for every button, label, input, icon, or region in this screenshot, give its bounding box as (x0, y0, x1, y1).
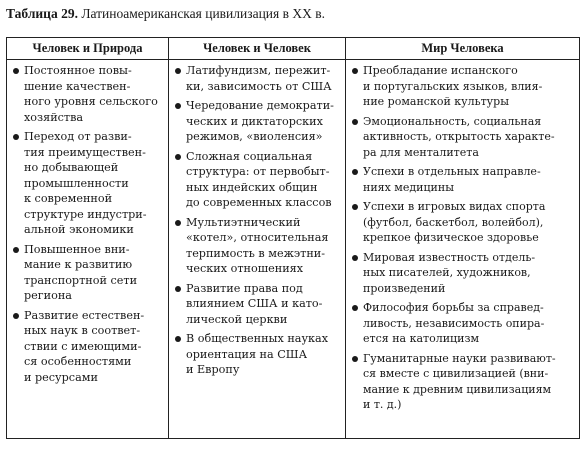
list-item-line: Развитие права под (186, 281, 303, 295)
bullet-icon (13, 313, 19, 319)
list-item (169, 63, 345, 94)
bullet-icon (352, 305, 358, 311)
table-body (7, 60, 579, 438)
list-item-text (363, 164, 541, 195)
bullet-icon (13, 247, 19, 253)
list-item-line: но добывающей (24, 161, 119, 174)
list-item-text (24, 308, 144, 386)
list-item (346, 199, 579, 246)
list-item (346, 63, 579, 110)
list-item-line: влиянием США и като- (186, 297, 323, 310)
list-item-text (186, 281, 322, 328)
civilization-table (6, 37, 580, 439)
list-item-line: Развитие естествен- (24, 308, 145, 322)
list-item-text (24, 129, 147, 238)
list-item-line: до современных классов (186, 196, 332, 209)
list-item-line: и т. д.) (363, 398, 402, 411)
list-item-text (186, 331, 328, 378)
list-item-line: ки, зависимость от США (186, 79, 332, 93)
list-item-line: шение качествен- (24, 79, 131, 93)
list-item-line: мание к древним цивилизациям (363, 382, 552, 396)
list-item (346, 250, 579, 297)
list-item-line: Успехи в отдельных направле- (363, 165, 541, 178)
list-item-line: Повышенное вни- (24, 242, 130, 256)
bullet-icon (175, 103, 181, 109)
header-society: Человек и Человек (169, 38, 346, 59)
table-header-row (7, 38, 579, 60)
list-item-line: крепкое физическое здоровье (363, 231, 539, 244)
list-item-line: Эмоциональность, социальная (363, 114, 542, 128)
bullet-icon (352, 169, 358, 175)
list-item-text (186, 149, 332, 211)
list-item-line: ных писателей, художников, (363, 266, 531, 279)
bullet-icon (352, 68, 358, 74)
list-item-text (186, 215, 328, 277)
list-item (346, 114, 579, 161)
header-nature: Человек и Природа (7, 38, 169, 59)
list-item (346, 351, 579, 413)
list-item-line: альной экономики (24, 223, 134, 236)
list-item-line: хозяйства (24, 110, 84, 124)
list-item-line: ческих и диктаторских (186, 114, 323, 128)
table-caption (6, 3, 325, 25)
bullet-icon (175, 286, 181, 292)
bullet-icon (175, 336, 181, 342)
list-item (346, 300, 579, 347)
list-item-text (186, 98, 334, 145)
column-human-world (346, 60, 579, 438)
list-item-line: Латифундизм, пережит- (186, 64, 331, 77)
list-item-text (24, 63, 158, 125)
list-item-line: ся вместе с цивилизацией (вни- (363, 367, 549, 380)
list-item (7, 63, 168, 125)
list-item-line: тия преимуществен- (24, 145, 146, 159)
column-society (169, 60, 346, 438)
list-item-line: структура: от первобыт- (186, 165, 330, 178)
list-item-line: Сложная социальная (186, 149, 313, 163)
bullet-icon (175, 220, 181, 226)
list-item-line: «котел», относительная (186, 231, 329, 244)
list-item (169, 331, 345, 378)
list-item-line: и Европу (186, 363, 240, 376)
list-item-line: ных индейских общин (186, 180, 318, 194)
list-item-line: произведений (363, 281, 446, 295)
list-item-line: Философия борьбы за справед- (363, 301, 544, 314)
list-item-line: ных наук в соответ- (24, 324, 141, 337)
list-item (169, 98, 345, 145)
caption-number: Таблица 29. (6, 6, 78, 21)
list-item-line: Чередование демократи- (186, 99, 334, 112)
list-item-line: Гуманитарные науки развивают- (363, 351, 556, 365)
list-item-line: ческих отношениях (186, 262, 304, 275)
list-item (346, 164, 579, 195)
caption-title: Латиноамериканская цивилизация в XX в. (81, 6, 325, 21)
list-item-text (24, 242, 137, 304)
list-item-text (363, 199, 545, 246)
bullet-icon (13, 68, 19, 74)
list-item (169, 149, 345, 211)
list-item-line: и португальских языков, влия- (363, 79, 543, 93)
list-item-line: к современной (24, 192, 113, 205)
bullet-icon (175, 154, 181, 160)
list-item-text (363, 300, 544, 347)
bullet-icon (13, 134, 19, 140)
list-item-line: Мировая известность отдель- (363, 250, 536, 264)
list-item (7, 242, 168, 304)
list-item-text (186, 63, 332, 94)
list-item-line: Мультиэтнический (186, 215, 301, 229)
list-item-line: терпимость в межэтни- (186, 246, 326, 260)
bullet-icon (352, 204, 358, 210)
list-item-line: Постоянное повы- (24, 64, 132, 77)
list-item-line: ниях медицины (363, 180, 454, 194)
list-item-line: Успехи в игровых видах спорта (363, 200, 546, 213)
list-item (169, 281, 345, 328)
list-item (169, 215, 345, 277)
list-item-line: режимов, «виоленсия» (186, 130, 323, 143)
list-item-line: мание к развитию (24, 258, 133, 271)
list-item-line: и ресурсами (24, 370, 98, 384)
list-item-line: лической церкви (186, 312, 288, 326)
bullet-icon (352, 356, 358, 362)
list-item-line: ориентация на США (186, 347, 308, 361)
list-item-text (363, 351, 556, 413)
list-item-line: В общественных науках (186, 332, 329, 345)
list-item (7, 308, 168, 386)
list-item-line: ся особенностями (24, 355, 132, 368)
list-item-line: активность, открытость характе- (363, 130, 555, 143)
list-item (7, 129, 168, 238)
list-item-line: ного уровня сельского (24, 95, 158, 108)
bullet-icon (352, 255, 358, 261)
list-item-line: (футбол, баскетбол, волейбол), (363, 215, 544, 229)
list-item-line: региона (24, 289, 72, 302)
list-item-text (363, 114, 555, 161)
list-item-line: структуре индустри- (24, 207, 147, 221)
list-item-line: ние романской культуры (363, 95, 509, 108)
list-item-line: промышленности (24, 176, 129, 190)
bullet-icon (175, 68, 181, 74)
bullet-icon (352, 119, 358, 125)
list-item-line: ется на католицизм (363, 332, 479, 345)
list-item-line: Преобладание испанского (363, 64, 518, 77)
header-human-world: Мир Человека (421, 41, 504, 55)
list-item-line: ра для менталитета (363, 145, 479, 159)
list-item-text (363, 63, 542, 110)
list-item-line: транспортной сети (24, 273, 138, 287)
list-item-line: ливость, независимость опира- (363, 316, 545, 330)
list-item-line: ствии с имеющими- (24, 339, 142, 353)
column-nature (7, 60, 169, 438)
list-item-line: Переход от разви- (24, 130, 132, 143)
list-item-text (363, 250, 535, 297)
